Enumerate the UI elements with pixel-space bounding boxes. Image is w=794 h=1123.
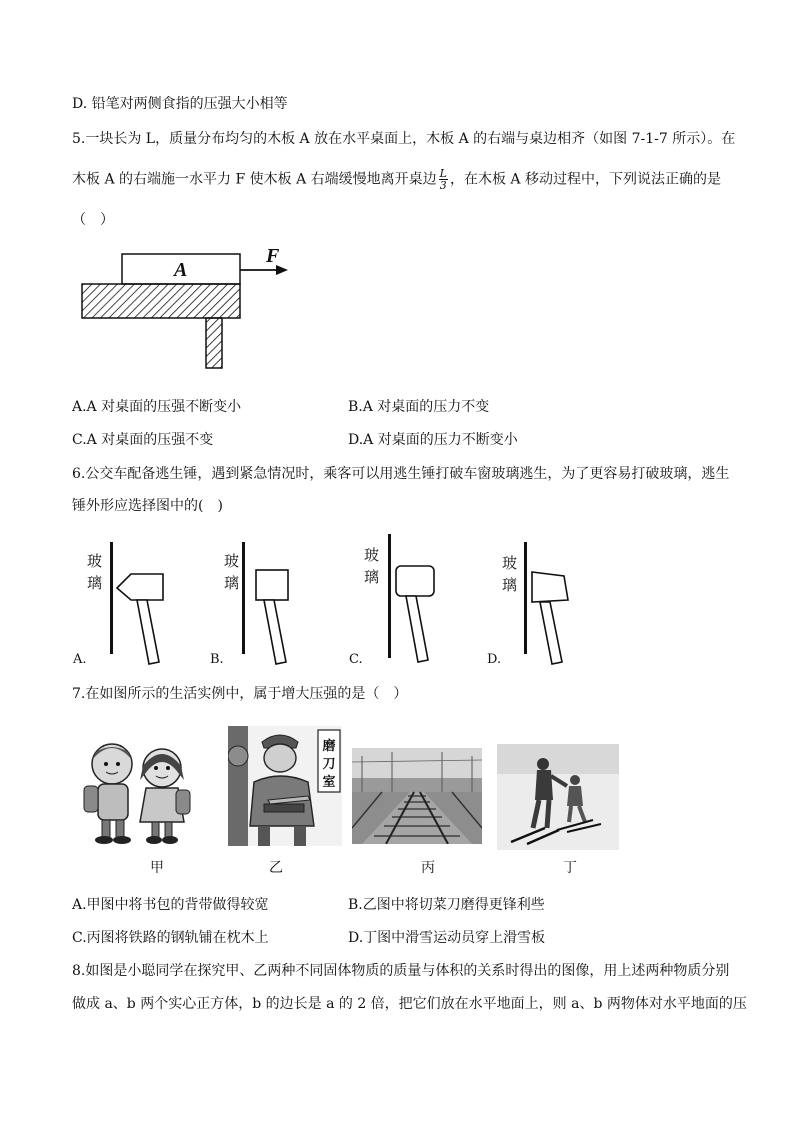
hammer-handle	[264, 600, 286, 664]
photo-skiers	[497, 744, 619, 850]
glass-char1: 玻	[224, 552, 240, 570]
glass-char2: 璃	[224, 574, 240, 592]
skier1-head	[537, 758, 549, 770]
q6-label-d: D.	[487, 652, 502, 667]
glass-char1: 玻	[87, 552, 103, 570]
sign-char3: 室	[322, 775, 336, 790]
q7-option-c: C.丙图将铁路的钢轨铺在枕木上	[72, 930, 269, 946]
q5-option-a: A.A 对桌面的压强不断变小	[72, 399, 242, 415]
q7-stem: 7.在如图所示的生活实例中，属于增大压强的是（ ）	[72, 686, 408, 702]
child1-head	[92, 744, 132, 784]
fraction-numerator: L	[439, 167, 447, 180]
q5-stem-line2-a: 木板 A 的右端施一水平力 F 使木板 A 右端缓慢地离开桌边	[72, 171, 437, 188]
hammer-head-rounded	[396, 566, 434, 596]
force-label: F	[266, 245, 280, 267]
q6-stem-line1: 6.公交车配备逃生锤，遇到紧急情况时，乘客可以用逃生锤打破车窗玻璃逃生，为了更容易打破玻璃，逃生	[72, 466, 730, 482]
q7-option-d: D.丁图中滑雪运动员穿上滑雪板	[348, 930, 546, 946]
q5-answer-paren: （ ）	[72, 212, 114, 228]
hammer-option-b	[222, 538, 322, 666]
q5-stem-line2	[72, 168, 721, 191]
caption-ding: 丁	[563, 860, 577, 876]
q8-stem-line1: 8.如图是小聪同学在探究甲、乙两种不同固体物质的质量与体积的关系时得出的图像，用上述两种物质分别	[72, 963, 730, 979]
board-label: A	[174, 259, 188, 281]
sign-char1: 磨	[322, 739, 336, 754]
worker-head	[264, 744, 296, 772]
q7-option-b: B.乙图中将切菜刀磨得更锋利些	[348, 897, 545, 913]
child1-body	[98, 784, 128, 820]
hammer-option-d	[500, 538, 600, 666]
glass-char1: 玻	[364, 546, 380, 564]
q5-option-b: B.A 对桌面的压力不变	[348, 399, 490, 415]
q6-label-a: A.	[73, 652, 87, 667]
q5-option-d: D.A 对桌面的压力不断变小	[348, 432, 518, 448]
photo-knife-sharpening	[228, 726, 342, 846]
q6-stem-line2: 锤外形应选择图中的( )	[72, 498, 223, 514]
caption-bing: 丙	[421, 860, 435, 876]
glass-pane	[524, 542, 527, 654]
fraction-denominator: 3	[439, 179, 447, 192]
skier2-body	[567, 786, 583, 806]
sign-char2: 刀	[322, 757, 336, 772]
photo-railway-tracks	[352, 748, 482, 852]
glass-char2: 璃	[87, 574, 103, 592]
tabletop-rect	[82, 284, 240, 318]
hammer-handle	[137, 600, 159, 664]
q5-option-c: C.A 对桌面的压强不变	[72, 432, 214, 448]
q5-board-table-figure	[78, 238, 298, 370]
hammer-head-pointed	[117, 574, 163, 600]
glass-pane	[242, 542, 245, 654]
hammer-handle	[540, 602, 562, 664]
hammer-handle	[406, 596, 428, 662]
skier2-head	[570, 775, 580, 785]
q5-stem-line1: 5.一块长为 L，质量分布均匀的木板 A 放在水平桌面上，木板 A 的右端与桌边相齐（如图 7-1-7 所示）。在	[72, 131, 736, 147]
glass-char1: 玻	[502, 554, 518, 572]
q4-option-d: D. 铅笔对两侧食指的压强大小相等	[72, 96, 288, 112]
table-leg-rect	[206, 318, 222, 368]
glass-char2: 璃	[364, 568, 380, 586]
hammer-head-trapezoid	[532, 572, 568, 602]
q5-stem-line2-b: ，在木板 A 移动过程中，下列说法正确的是	[449, 171, 721, 188]
glass-char2: 璃	[502, 576, 518, 594]
hammer-head-flat	[256, 570, 288, 600]
fraction-l-over-3	[439, 168, 448, 191]
backpack-icon	[84, 786, 98, 812]
q6-label-b: B.	[210, 652, 224, 667]
q7-option-a: A.甲图中将书包的背带做得较宽	[72, 897, 269, 913]
caption-jia: 甲	[150, 860, 164, 876]
glass-pane	[388, 534, 391, 658]
glass-pane	[110, 542, 113, 654]
photo-children-backpacks	[76, 730, 196, 850]
hammer-option-c	[362, 532, 462, 666]
q6-label-c: C.	[349, 652, 363, 667]
caption-yi: 乙	[269, 860, 283, 876]
whetstone	[264, 804, 304, 812]
skier1-body	[535, 770, 553, 800]
q8-stem-line2: 做成 a、b 两个实心正方体，b 的边长是 a 的 2 倍，把它们放在水平地面上，则 a、b 两物体对水平地面的压	[72, 996, 747, 1012]
hammer-option-a	[85, 538, 185, 666]
